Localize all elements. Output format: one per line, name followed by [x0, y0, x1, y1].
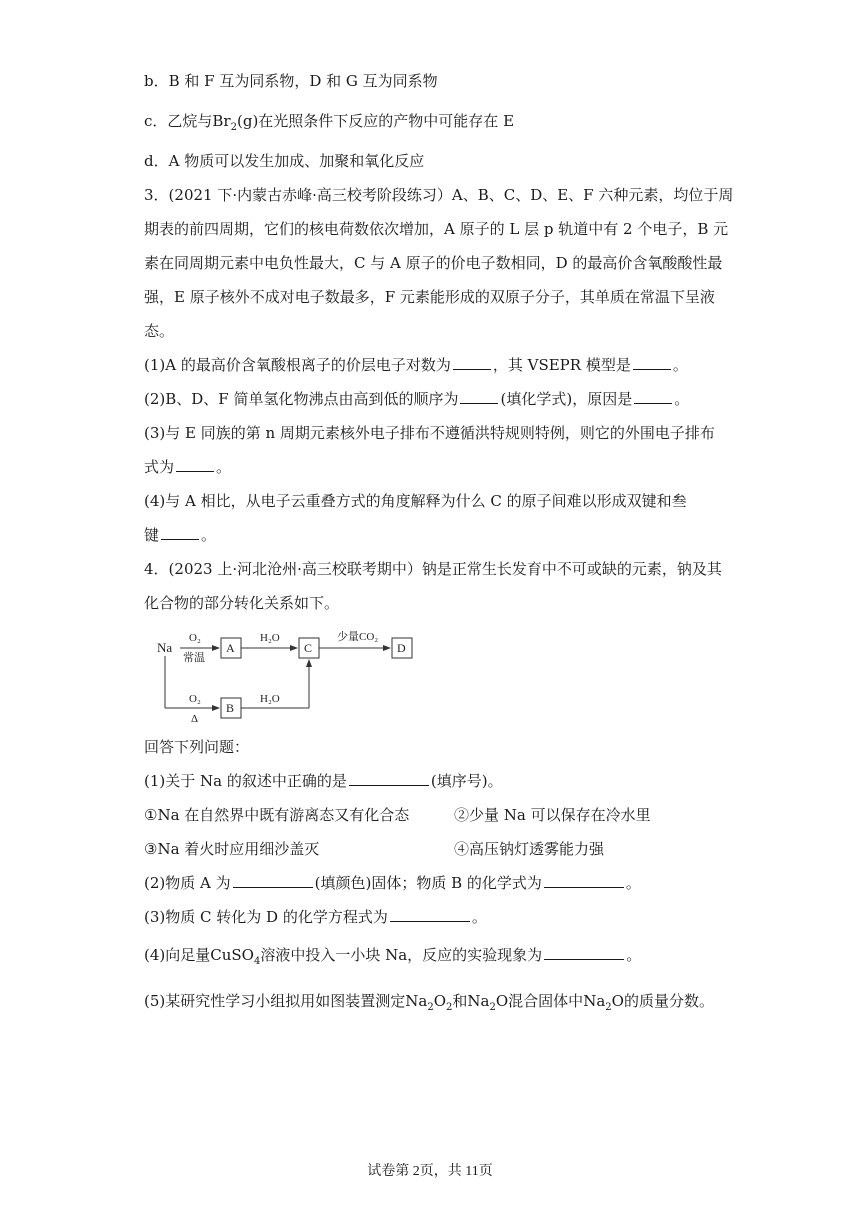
question-4-part-5: (5)某研究性学习小组拟用如图装置测定$Na_2O_2$和$Na_2O$混合固体中$Na_2O$的质量分数。 [144, 992, 714, 1013]
box-a-label: A [226, 641, 235, 655]
question-3-stem-line4: 强，E 原子核外不成对电子数最多，F 元素能形成的双原子分子，其单质在常温下呈液 [144, 288, 715, 306]
answer-intro: 回答下列问题： [144, 738, 250, 756]
box-c-label: C [304, 641, 313, 655]
sodium-conversion-diagram [155, 630, 425, 725]
option-3: ③Na 着火时应用细沙盖灭 [144, 840, 320, 858]
answer-blank[interactable] [161, 524, 199, 540]
answer-blank[interactable] [349, 770, 429, 786]
page-footer: 试卷第 2页，共 11页 [367, 1164, 493, 1179]
question-3-part-2: (2)B、D、F 简单氢化物沸点由高到低的顺序为 (填化学式)，原因是 。 [144, 390, 690, 408]
answer-blank[interactable] [233, 872, 313, 888]
na-label: Na [157, 640, 173, 655]
question-3-part-1: (1)A 的最高价含氧酸根离子的价层电子对数为 ，其 VSEPR 模型是 。 [144, 356, 688, 374]
box-b-label: B [226, 701, 235, 715]
o2-top-label: O₂ [189, 632, 201, 644]
question-4-part-3: (3)物质 C 转化为 D 的化学方程式为 。 [144, 908, 487, 926]
question-3-part-3-line2: 式为 。 [144, 458, 232, 476]
condition-top-label: 常温 [183, 652, 205, 664]
condition-bottom-label: Δ [191, 713, 199, 725]
option-c: c．乙烷与$Br_2(g)$在光照条件下反应的产物中可能存在 E [144, 112, 515, 133]
option-b: b．B 和 F 互为同系物，D 和 G 互为同系物 [144, 72, 438, 90]
question-3-part-4: (4)与 A 相比，从电子云重叠方式的角度解释为什么 C 的原子间难以形成双键和叁 [144, 492, 687, 510]
answer-blank[interactable] [544, 872, 624, 888]
option-4: ④高压钠灯透雾能力强 [454, 840, 605, 858]
question-3-part-4-line2: 键 。 [144, 526, 217, 544]
answer-blank[interactable] [453, 354, 491, 370]
question-4-part-2: (2)物质 A 为 (填颜色)固体；物质 B 的化学式为 。 [144, 874, 641, 892]
answer-blank[interactable] [634, 388, 672, 404]
box-d-label: D [397, 641, 406, 655]
o2-bottom-label: O₂ [189, 693, 201, 705]
answer-blank[interactable] [544, 944, 624, 960]
question-3-stem: 3．(2021 下·内蒙古赤峰·高三校考阶段练习）A、B、C、D、E、F 六种元素，均位于周 [144, 186, 734, 204]
question-4-part-4: (4)向足量CuSO$_4$溶液中投入一小块 Na，反应的实验现象为 。 [144, 946, 642, 967]
question-4-stem-line2: 化合物的部分转化关系如下。 [144, 594, 340, 612]
answer-blank[interactable] [390, 906, 470, 922]
question-3-stem-line5: 态。 [144, 322, 175, 340]
answer-blank[interactable] [633, 354, 671, 370]
answer-blank[interactable] [176, 456, 214, 472]
option-1: ①Na 在自然界中既有游离态又有化合态 [144, 806, 410, 824]
h2o-bottom-label: H₂O [260, 693, 280, 705]
answer-blank[interactable] [460, 388, 498, 404]
option-d: d．A 物质可以发生加成、加聚和氧化反应 [144, 152, 425, 170]
question-3-part-3: (3)与 E 同族的第 n 周期元素核外电子排布不遵循洪特规则特例，则它的外围电子排布 [144, 424, 715, 442]
question-4-part-1: (1)关于 Na 的叙述中正确的是 (填序号)。 [144, 772, 503, 790]
option-2: ②少量 Na 可以保存在冷水里 [454, 806, 651, 824]
h2o-top-label: H₂O [260, 632, 280, 644]
question-4-stem: 4．(2023 上·河北沧州·高三校联考期中）钠是正常生长发育中不可或缺的元素，钠及其 [144, 560, 722, 578]
co2-label: 少量CO₂ [337, 631, 379, 643]
question-3-stem-line3: 素在同周期元素中电负性最大，C 与 A 原子的价电子数相同，D 的最高价含氧酸酸性最 [144, 254, 723, 272]
question-3-stem-line2: 期表的前四周期，它们的核电荷数依次增加，A 原子的 L 层 p 轨道中有 2 个电子，B 元 [144, 220, 729, 238]
